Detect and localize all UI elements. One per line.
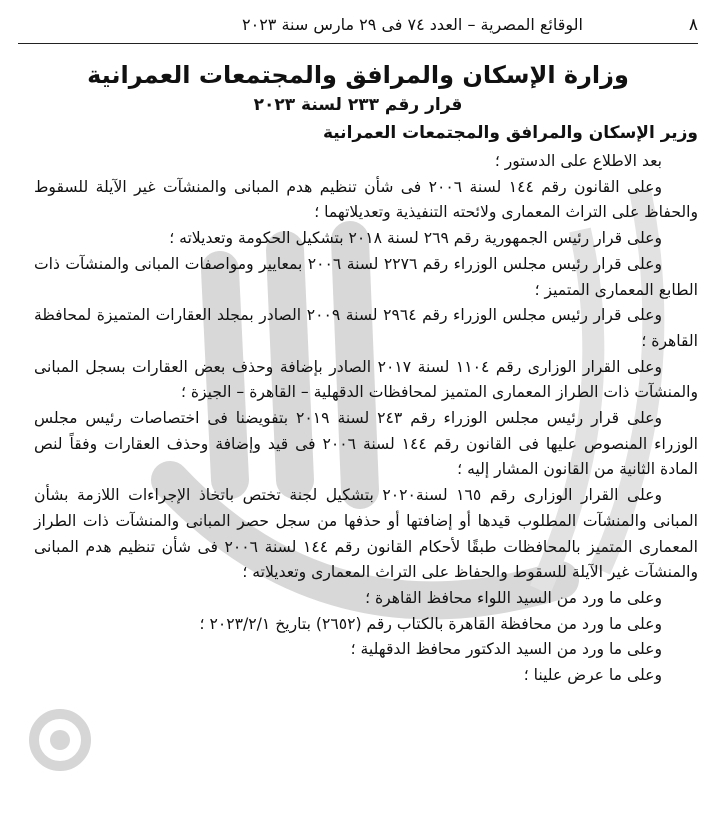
page-number: ٨ xyxy=(688,15,698,35)
paragraph: وعلى ما ورد من السيد الدكتور محافظ الدقهلية ؛ xyxy=(350,640,662,659)
title-block xyxy=(18,58,698,118)
paragraph: وعلى ما عرض علينا ؛ xyxy=(523,666,662,685)
gazette-header: الوقائع المصرية – العدد ٧٤ فى ٢٩ مارس سنة ٢٠٢٣ xyxy=(242,15,583,34)
paragraph: وعلى قرار رئيس مجلس الوزراء رقم ٢٤٣ لسنة ٢٠١٩ بتفويضنا فى اختصاصات رئيس مجلس الوزراء المنصوص عليها فى القانون رقم ١٤٤ لسنة ٢٠٠٦ فى قيد وإضافة وحذف العقارات وفقاً لنص المادة الثانية من القانون المشار إليه ؛ xyxy=(34,409,698,479)
page-header xyxy=(18,12,698,38)
paragraph: وعلى قرار رئيس مجلس الوزراء رقم ٢٢٧٦ لسنة ٢٠٠٦ بمعايير ومواصفات المبانى والمنشآت ذات الطابع المعمارى المتميز ؛ xyxy=(34,254,698,299)
decree-title: قرار رقم ٢٣٣ لسنة ٢٠٢٣ xyxy=(253,95,463,115)
paragraph: وعلى ما ورد من محافظة القاهرة بالكتاب رقم (٢٦٥٢) بتاريخ ٢٠٢٣/٢/١ ؛ xyxy=(199,614,662,633)
paragraph: وعلى القرار الوزارى رقم ١٦٥ لسنة٢٠٢٠ بتشكيل لجنة تختص باتخاذ الإجراءات اللازمة بشأن المبانى والمنشآت المطلوب قيدها أو إضافتها أو حذفها من سجل حصر المبانى والمنشآت ذات الطراز المعمارى المتميز بالمحافظات طبقًا لأحكام القانون رقم ١٤٤ لسنة ٢٠٠٦ فى شأن تنظيم هدم المبانى والمنشآت غير الآيلة للسقوط والحفاظ على التراث المعمارى وتعديلاته ؛ xyxy=(34,486,698,582)
decree-preamble xyxy=(34,149,698,689)
paragraph: بعد الاطلاع على الدستور ؛ xyxy=(494,152,662,170)
header-divider xyxy=(18,43,698,44)
document-page xyxy=(18,0,698,830)
paragraph: وعلى قرار رئيس الجمهورية رقم ٢٦٩ لسنة ٢٠١٨ بتشكيل الحكومة وتعديلاته ؛ xyxy=(169,229,662,248)
minister-title: وزير الإسكان والمرافق والمجتمعات العمرانية xyxy=(322,123,698,143)
ministry-title: وزارة الإسكان والمرافق والمجتمعات العمرانية xyxy=(87,61,629,89)
paragraph: وعلى القانون رقم ١٤٤ لسنة ٢٠٠٦ فى شأن تنظيم هدم المبانى والمنشآت غير الآيلة للسقوط والحفاظ على التراث المعمارى ولائحته التنفيذية وتعديلاتهما ؛ xyxy=(34,177,698,222)
paragraph: وعلى القرار الوزارى رقم ١١٠٤ لسنة ٢٠١٧ الصادر بإضافة وحذف بعض العقارات بسجل المبانى والمنشآت ذات الطراز المعمارى المتميز لمحافظات الدقهلية – القاهرة – الجيزة ؛ xyxy=(34,357,698,402)
paragraph: وعلى قرار رئيس مجلس الوزراء رقم ٢٩٦٤ لسنة ٢٠٠٩ الصادر بمجلد العقارات المتميزة لمحافظة القاهرة ؛ xyxy=(34,306,698,350)
paragraph: وعلى ما ورد من السيد اللواء محافظ القاهرة ؛ xyxy=(365,588,662,607)
